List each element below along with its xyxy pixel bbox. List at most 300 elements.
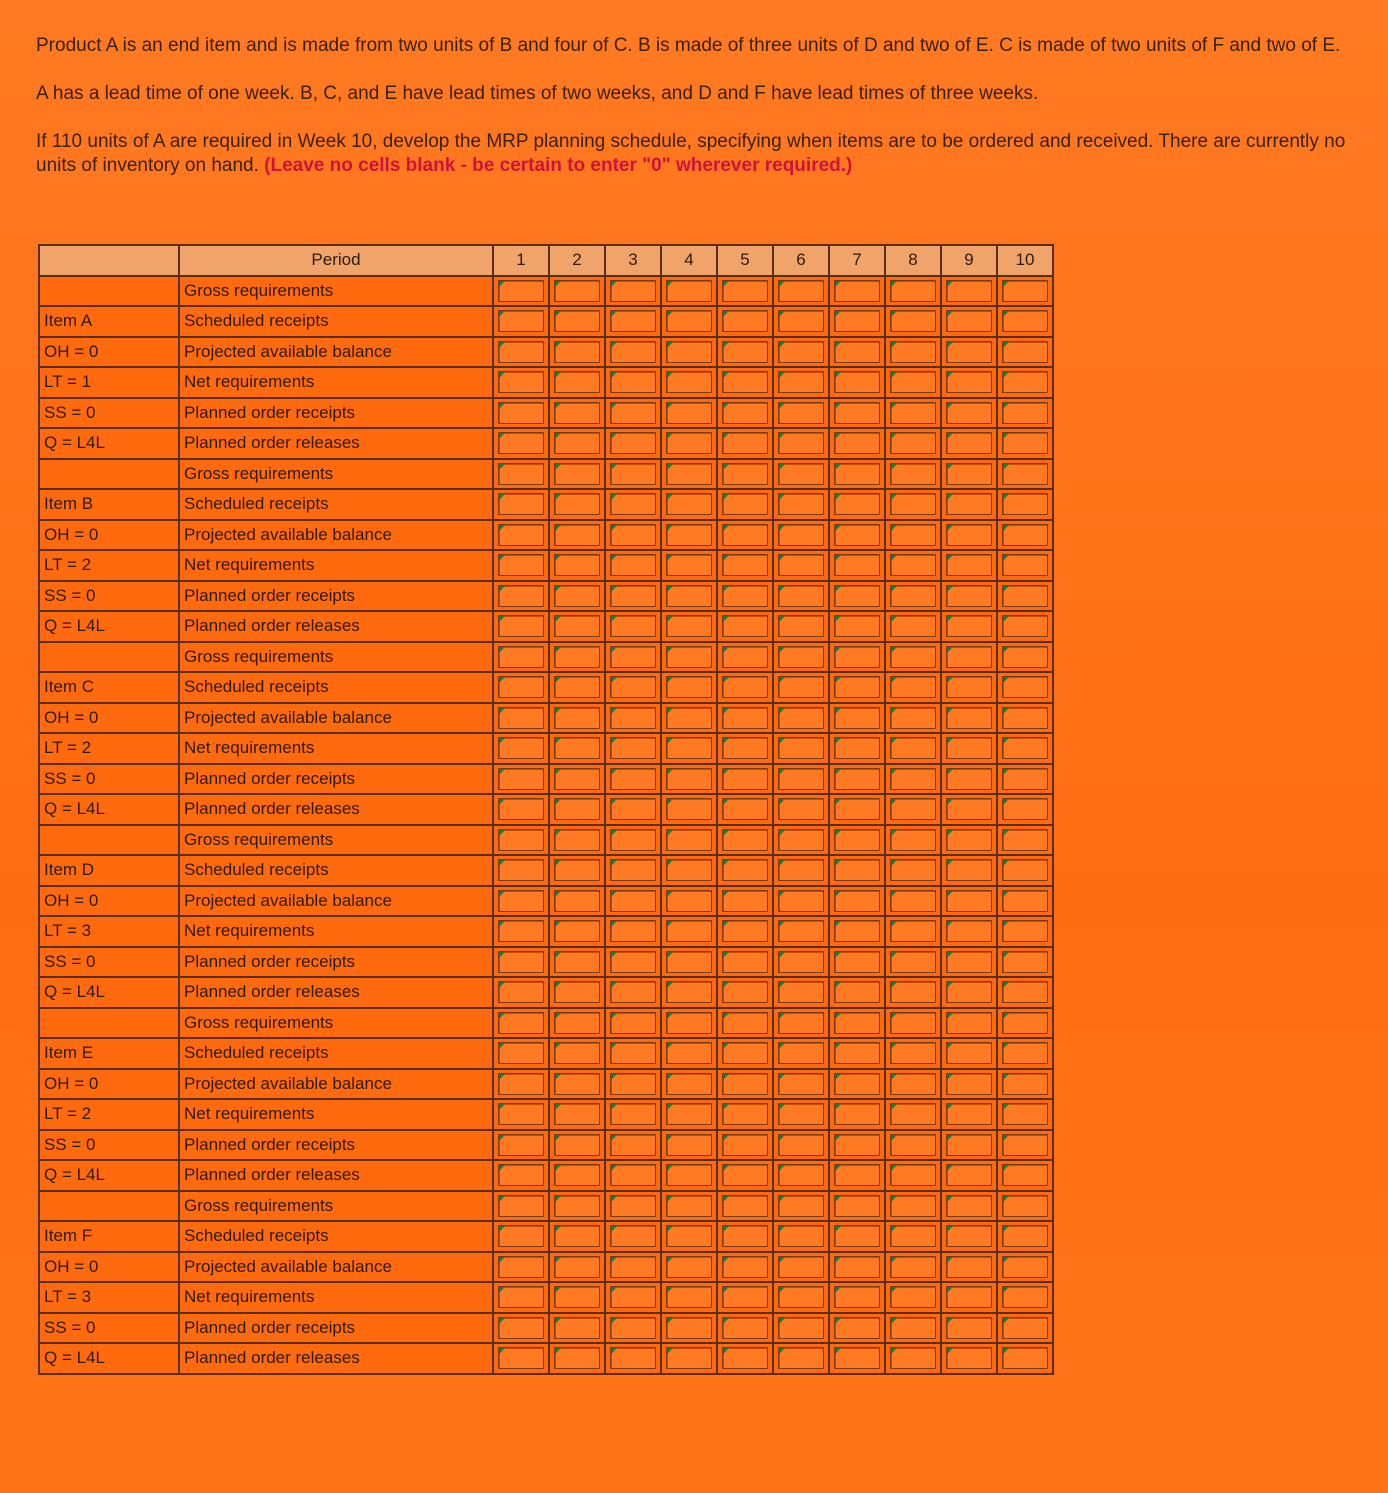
answer-input-field[interactable] <box>554 1317 600 1339</box>
answer-input-field[interactable] <box>1002 585 1048 607</box>
answer-input-field[interactable] <box>666 646 712 668</box>
answer-input-field[interactable] <box>834 1103 880 1125</box>
answer-input-field[interactable] <box>890 920 936 942</box>
answer-input-field[interactable] <box>834 798 880 820</box>
answer-input-field[interactable] <box>666 493 712 515</box>
answer-input-field[interactable] <box>1002 768 1048 790</box>
answer-input-field[interactable] <box>778 341 824 363</box>
answer-input-field[interactable] <box>610 493 656 515</box>
answer-input-field[interactable] <box>946 737 992 759</box>
answer-input-field[interactable] <box>834 554 880 576</box>
answer-input-field[interactable] <box>498 371 544 393</box>
answer-input-field[interactable] <box>498 890 544 912</box>
answer-input-field[interactable] <box>778 371 824 393</box>
answer-input-field[interactable] <box>666 1012 712 1034</box>
answer-input-field[interactable] <box>722 585 768 607</box>
answer-input-field[interactable] <box>1002 707 1048 729</box>
answer-input-field[interactable] <box>1002 493 1048 515</box>
answer-input-field[interactable] <box>1002 646 1048 668</box>
answer-input-field[interactable] <box>946 1347 992 1369</box>
answer-input-field[interactable] <box>778 890 824 912</box>
answer-input-field[interactable] <box>722 432 768 454</box>
answer-input-field[interactable] <box>890 951 936 973</box>
answer-input-field[interactable] <box>778 1012 824 1034</box>
answer-input-field[interactable] <box>834 951 880 973</box>
answer-input-field[interactable] <box>554 1134 600 1156</box>
answer-input-field[interactable] <box>778 432 824 454</box>
answer-input-field[interactable] <box>722 280 768 302</box>
answer-input-field[interactable] <box>946 310 992 332</box>
answer-input-field[interactable] <box>890 1317 936 1339</box>
answer-input-field[interactable] <box>498 310 544 332</box>
answer-input-field[interactable] <box>834 432 880 454</box>
answer-input-field[interactable] <box>890 1164 936 1186</box>
answer-input-field[interactable] <box>946 981 992 1003</box>
answer-input-field[interactable] <box>1002 1073 1048 1095</box>
answer-input-field[interactable] <box>778 768 824 790</box>
answer-input-field[interactable] <box>1002 615 1048 637</box>
answer-input-field[interactable] <box>778 280 824 302</box>
answer-input-field[interactable] <box>1002 859 1048 881</box>
answer-input-field[interactable] <box>778 493 824 515</box>
answer-input-field[interactable] <box>890 524 936 546</box>
answer-input-field[interactable] <box>666 1103 712 1125</box>
answer-input-field[interactable] <box>946 829 992 851</box>
answer-input-field[interactable] <box>722 768 768 790</box>
answer-input-field[interactable] <box>554 646 600 668</box>
answer-input-field[interactable] <box>834 1134 880 1156</box>
answer-input-field[interactable] <box>722 920 768 942</box>
answer-input-field[interactable] <box>554 890 600 912</box>
answer-input-field[interactable] <box>890 371 936 393</box>
answer-input-field[interactable] <box>834 493 880 515</box>
answer-input-field[interactable] <box>778 1103 824 1125</box>
answer-input-field[interactable] <box>946 432 992 454</box>
answer-input-field[interactable] <box>890 493 936 515</box>
answer-input-field[interactable] <box>554 859 600 881</box>
answer-input-field[interactable] <box>834 829 880 851</box>
answer-input-field[interactable] <box>610 890 656 912</box>
answer-input-field[interactable] <box>1002 1164 1048 1186</box>
answer-input-field[interactable] <box>890 1195 936 1217</box>
answer-input-field[interactable] <box>498 432 544 454</box>
answer-input-field[interactable] <box>554 493 600 515</box>
answer-input-field[interactable] <box>498 951 544 973</box>
answer-input-field[interactable] <box>610 371 656 393</box>
answer-input-field[interactable] <box>554 676 600 698</box>
answer-input-field[interactable] <box>610 981 656 1003</box>
answer-input-field[interactable] <box>498 1164 544 1186</box>
answer-input-field[interactable] <box>834 341 880 363</box>
answer-input-field[interactable] <box>1002 798 1048 820</box>
answer-input-field[interactable] <box>498 402 544 424</box>
answer-input-field[interactable] <box>498 1286 544 1308</box>
answer-input-field[interactable] <box>778 981 824 1003</box>
answer-input-field[interactable] <box>666 402 712 424</box>
answer-input-field[interactable] <box>834 1225 880 1247</box>
answer-input-field[interactable] <box>946 798 992 820</box>
answer-input-field[interactable] <box>498 1347 544 1369</box>
answer-input-field[interactable] <box>610 737 656 759</box>
answer-input-field[interactable] <box>554 585 600 607</box>
answer-input-field[interactable] <box>946 371 992 393</box>
answer-input-field[interactable] <box>498 1256 544 1278</box>
answer-input-field[interactable] <box>890 707 936 729</box>
answer-input-field[interactable] <box>722 493 768 515</box>
answer-input-field[interactable] <box>666 981 712 1003</box>
answer-input-field[interactable] <box>498 341 544 363</box>
answer-input-field[interactable] <box>666 829 712 851</box>
answer-input-field[interactable] <box>498 493 544 515</box>
answer-input-field[interactable] <box>610 1286 656 1308</box>
answer-input-field[interactable] <box>666 1195 712 1217</box>
answer-input-field[interactable] <box>610 1317 656 1339</box>
answer-input-field[interactable] <box>890 829 936 851</box>
answer-input-field[interactable] <box>1002 1225 1048 1247</box>
answer-input-field[interactable] <box>778 951 824 973</box>
answer-input-field[interactable] <box>498 676 544 698</box>
answer-input-field[interactable] <box>498 1225 544 1247</box>
answer-input-field[interactable] <box>722 1134 768 1156</box>
answer-input-field[interactable] <box>890 1256 936 1278</box>
answer-input-field[interactable] <box>1002 920 1048 942</box>
answer-input-field[interactable] <box>890 280 936 302</box>
answer-input-field[interactable] <box>778 1195 824 1217</box>
answer-input-field[interactable] <box>778 1073 824 1095</box>
answer-input-field[interactable] <box>890 432 936 454</box>
answer-input-field[interactable] <box>778 1286 824 1308</box>
answer-input-field[interactable] <box>722 890 768 912</box>
answer-input-field[interactable] <box>666 1256 712 1278</box>
answer-input-field[interactable] <box>666 859 712 881</box>
answer-input-field[interactable] <box>666 432 712 454</box>
answer-input-field[interactable] <box>554 310 600 332</box>
answer-input-field[interactable] <box>778 402 824 424</box>
answer-input-field[interactable] <box>778 310 824 332</box>
answer-input-field[interactable] <box>778 554 824 576</box>
answer-input-field[interactable] <box>498 1073 544 1095</box>
answer-input-field[interactable] <box>834 1195 880 1217</box>
answer-input-field[interactable] <box>1002 310 1048 332</box>
answer-input-field[interactable] <box>890 768 936 790</box>
answer-input-field[interactable] <box>946 890 992 912</box>
answer-input-field[interactable] <box>610 1225 656 1247</box>
answer-input-field[interactable] <box>946 1134 992 1156</box>
answer-input-field[interactable] <box>834 890 880 912</box>
answer-input-field[interactable] <box>498 1042 544 1064</box>
answer-input-field[interactable] <box>554 768 600 790</box>
answer-input-field[interactable] <box>946 463 992 485</box>
answer-input-field[interactable] <box>498 554 544 576</box>
answer-input-field[interactable] <box>666 554 712 576</box>
answer-input-field[interactable] <box>1002 1317 1048 1339</box>
answer-input-field[interactable] <box>946 1317 992 1339</box>
answer-input-field[interactable] <box>722 371 768 393</box>
answer-input-field[interactable] <box>498 829 544 851</box>
answer-input-field[interactable] <box>722 1317 768 1339</box>
answer-input-field[interactable] <box>498 1103 544 1125</box>
answer-input-field[interactable] <box>498 859 544 881</box>
answer-input-field[interactable] <box>890 310 936 332</box>
answer-input-field[interactable] <box>666 1042 712 1064</box>
answer-input-field[interactable] <box>554 432 600 454</box>
answer-input-field[interactable] <box>498 737 544 759</box>
answer-input-field[interactable] <box>610 859 656 881</box>
answer-input-field[interactable] <box>722 981 768 1003</box>
answer-input-field[interactable] <box>722 1225 768 1247</box>
answer-input-field[interactable] <box>946 676 992 698</box>
answer-input-field[interactable] <box>554 707 600 729</box>
answer-input-field[interactable] <box>890 615 936 637</box>
answer-input-field[interactable] <box>946 920 992 942</box>
answer-input-field[interactable] <box>1002 676 1048 698</box>
answer-input-field[interactable] <box>666 798 712 820</box>
answer-input-field[interactable] <box>946 1256 992 1278</box>
answer-input-field[interactable] <box>610 432 656 454</box>
answer-input-field[interactable] <box>610 554 656 576</box>
answer-input-field[interactable] <box>610 920 656 942</box>
answer-input-field[interactable] <box>834 646 880 668</box>
answer-input-field[interactable] <box>554 1286 600 1308</box>
answer-input-field[interactable] <box>778 585 824 607</box>
answer-input-field[interactable] <box>946 1286 992 1308</box>
answer-input-field[interactable] <box>1002 1256 1048 1278</box>
answer-input-field[interactable] <box>554 1225 600 1247</box>
answer-input-field[interactable] <box>610 615 656 637</box>
answer-input-field[interactable] <box>778 524 824 546</box>
answer-input-field[interactable] <box>666 1164 712 1186</box>
answer-input-field[interactable] <box>834 737 880 759</box>
answer-input-field[interactable] <box>946 951 992 973</box>
answer-input-field[interactable] <box>778 1256 824 1278</box>
answer-input-field[interactable] <box>778 463 824 485</box>
answer-input-field[interactable] <box>554 524 600 546</box>
answer-input-field[interactable] <box>890 1286 936 1308</box>
answer-input-field[interactable] <box>722 1164 768 1186</box>
answer-input-field[interactable] <box>666 1286 712 1308</box>
answer-input-field[interactable] <box>890 890 936 912</box>
answer-input-field[interactable] <box>722 676 768 698</box>
answer-input-field[interactable] <box>722 615 768 637</box>
answer-input-field[interactable] <box>722 1347 768 1369</box>
answer-input-field[interactable] <box>778 676 824 698</box>
answer-input-field[interactable] <box>1002 432 1048 454</box>
answer-input-field[interactable] <box>946 646 992 668</box>
answer-input-field[interactable] <box>554 920 600 942</box>
answer-input-field[interactable] <box>666 280 712 302</box>
answer-input-field[interactable] <box>722 1012 768 1034</box>
answer-input-field[interactable] <box>666 951 712 973</box>
answer-input-field[interactable] <box>946 493 992 515</box>
answer-input-field[interactable] <box>666 1347 712 1369</box>
answer-input-field[interactable] <box>666 890 712 912</box>
answer-input-field[interactable] <box>1002 341 1048 363</box>
answer-input-field[interactable] <box>722 1256 768 1278</box>
answer-input-field[interactable] <box>722 1073 768 1095</box>
answer-input-field[interactable] <box>1002 402 1048 424</box>
answer-input-field[interactable] <box>890 1012 936 1034</box>
answer-input-field[interactable] <box>498 524 544 546</box>
answer-input-field[interactable] <box>554 280 600 302</box>
answer-input-field[interactable] <box>722 646 768 668</box>
answer-input-field[interactable] <box>890 859 936 881</box>
answer-input-field[interactable] <box>498 585 544 607</box>
answer-input-field[interactable] <box>946 524 992 546</box>
answer-input-field[interactable] <box>554 981 600 1003</box>
answer-input-field[interactable] <box>778 646 824 668</box>
answer-input-field[interactable] <box>890 1225 936 1247</box>
answer-input-field[interactable] <box>498 646 544 668</box>
answer-input-field[interactable] <box>666 737 712 759</box>
answer-input-field[interactable] <box>666 310 712 332</box>
answer-input-field[interactable] <box>834 1347 880 1369</box>
answer-input-field[interactable] <box>610 829 656 851</box>
answer-input-field[interactable] <box>946 280 992 302</box>
answer-input-field[interactable] <box>1002 1286 1048 1308</box>
answer-input-field[interactable] <box>722 859 768 881</box>
answer-input-field[interactable] <box>834 463 880 485</box>
answer-input-field[interactable] <box>554 1103 600 1125</box>
answer-input-field[interactable] <box>778 1317 824 1339</box>
answer-input-field[interactable] <box>722 524 768 546</box>
answer-input-field[interactable] <box>554 1256 600 1278</box>
answer-input-field[interactable] <box>722 1103 768 1125</box>
answer-input-field[interactable] <box>666 524 712 546</box>
answer-input-field[interactable] <box>666 585 712 607</box>
answer-input-field[interactable] <box>722 829 768 851</box>
answer-input-field[interactable] <box>554 798 600 820</box>
answer-input-field[interactable] <box>890 1134 936 1156</box>
answer-input-field[interactable] <box>778 1225 824 1247</box>
answer-input-field[interactable] <box>834 371 880 393</box>
answer-input-field[interactable] <box>834 1042 880 1064</box>
answer-input-field[interactable] <box>834 615 880 637</box>
answer-input-field[interactable] <box>666 920 712 942</box>
answer-input-field[interactable] <box>610 1195 656 1217</box>
answer-input-field[interactable] <box>890 737 936 759</box>
answer-input-field[interactable] <box>498 463 544 485</box>
answer-input-field[interactable] <box>890 1103 936 1125</box>
answer-input-field[interactable] <box>610 402 656 424</box>
answer-input-field[interactable] <box>1002 1012 1048 1034</box>
answer-input-field[interactable] <box>666 676 712 698</box>
answer-input-field[interactable] <box>554 1195 600 1217</box>
answer-input-field[interactable] <box>610 707 656 729</box>
answer-input-field[interactable] <box>890 798 936 820</box>
answer-input-field[interactable] <box>946 1042 992 1064</box>
answer-input-field[interactable] <box>610 646 656 668</box>
answer-input-field[interactable] <box>554 951 600 973</box>
answer-input-field[interactable] <box>834 310 880 332</box>
answer-input-field[interactable] <box>834 676 880 698</box>
answer-input-field[interactable] <box>610 341 656 363</box>
answer-input-field[interactable] <box>610 1347 656 1369</box>
answer-input-field[interactable] <box>890 981 936 1003</box>
answer-input-field[interactable] <box>554 1042 600 1064</box>
answer-input-field[interactable] <box>610 1042 656 1064</box>
answer-input-field[interactable] <box>946 554 992 576</box>
answer-input-field[interactable] <box>610 1164 656 1186</box>
answer-input-field[interactable] <box>890 463 936 485</box>
answer-input-field[interactable] <box>554 1073 600 1095</box>
answer-input-field[interactable] <box>666 341 712 363</box>
answer-input-field[interactable] <box>610 1134 656 1156</box>
answer-input-field[interactable] <box>834 524 880 546</box>
answer-input-field[interactable] <box>778 798 824 820</box>
answer-input-field[interactable] <box>666 768 712 790</box>
answer-input-field[interactable] <box>554 615 600 637</box>
answer-input-field[interactable] <box>890 1042 936 1064</box>
answer-input-field[interactable] <box>722 1042 768 1064</box>
answer-input-field[interactable] <box>610 1256 656 1278</box>
answer-input-field[interactable] <box>946 341 992 363</box>
answer-input-field[interactable] <box>890 341 936 363</box>
answer-input-field[interactable] <box>1002 1042 1048 1064</box>
answer-input-field[interactable] <box>834 1286 880 1308</box>
answer-input-field[interactable] <box>1002 890 1048 912</box>
answer-input-field[interactable] <box>946 1195 992 1217</box>
answer-input-field[interactable] <box>890 554 936 576</box>
answer-input-field[interactable] <box>834 768 880 790</box>
answer-input-field[interactable] <box>946 1225 992 1247</box>
answer-input-field[interactable] <box>666 1134 712 1156</box>
answer-input-field[interactable] <box>666 1317 712 1339</box>
answer-input-field[interactable] <box>498 981 544 1003</box>
answer-input-field[interactable] <box>610 463 656 485</box>
answer-input-field[interactable] <box>1002 951 1048 973</box>
answer-input-field[interactable] <box>666 463 712 485</box>
answer-input-field[interactable] <box>1002 463 1048 485</box>
answer-input-field[interactable] <box>890 1073 936 1095</box>
answer-input-field[interactable] <box>610 585 656 607</box>
answer-input-field[interactable] <box>554 737 600 759</box>
answer-input-field[interactable] <box>722 737 768 759</box>
answer-input-field[interactable] <box>778 859 824 881</box>
answer-input-field[interactable] <box>722 707 768 729</box>
answer-input-field[interactable] <box>834 1073 880 1095</box>
answer-input-field[interactable] <box>1002 1103 1048 1125</box>
answer-input-field[interactable] <box>778 1164 824 1186</box>
answer-input-field[interactable] <box>890 646 936 668</box>
answer-input-field[interactable] <box>834 707 880 729</box>
answer-input-field[interactable] <box>778 1347 824 1369</box>
answer-input-field[interactable] <box>946 859 992 881</box>
answer-input-field[interactable] <box>554 371 600 393</box>
answer-input-field[interactable] <box>554 341 600 363</box>
answer-input-field[interactable] <box>946 402 992 424</box>
answer-input-field[interactable] <box>834 1256 880 1278</box>
answer-input-field[interactable] <box>946 707 992 729</box>
answer-input-field[interactable] <box>498 798 544 820</box>
answer-input-field[interactable] <box>834 1317 880 1339</box>
answer-input-field[interactable] <box>498 1317 544 1339</box>
answer-input-field[interactable] <box>834 859 880 881</box>
answer-input-field[interactable] <box>610 951 656 973</box>
answer-input-field[interactable] <box>554 554 600 576</box>
answer-input-field[interactable] <box>666 1073 712 1095</box>
answer-input-field[interactable] <box>498 280 544 302</box>
answer-input-field[interactable] <box>722 951 768 973</box>
answer-input-field[interactable] <box>722 463 768 485</box>
answer-input-field[interactable] <box>890 676 936 698</box>
answer-input-field[interactable] <box>554 829 600 851</box>
answer-input-field[interactable] <box>666 1225 712 1247</box>
answer-input-field[interactable] <box>554 1164 600 1186</box>
answer-input-field[interactable] <box>778 1042 824 1064</box>
answer-input-field[interactable] <box>834 920 880 942</box>
answer-input-field[interactable] <box>946 615 992 637</box>
answer-input-field[interactable] <box>1002 554 1048 576</box>
